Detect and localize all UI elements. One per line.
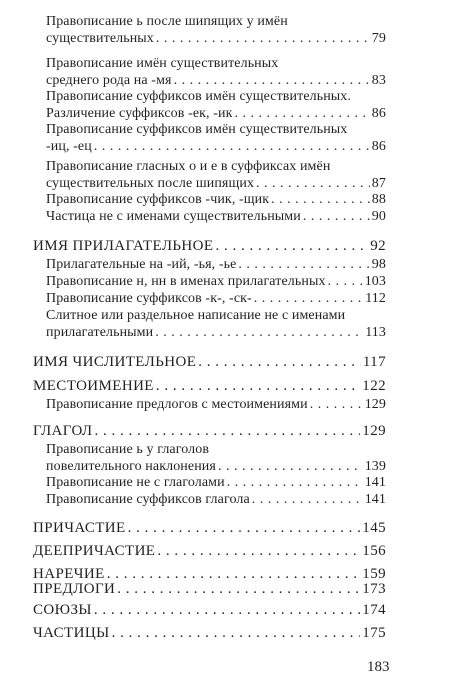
leader-dots [254,290,363,307]
leader-dots [252,491,363,508]
toc-entry [46,158,386,192]
leader-dots [303,208,370,225]
toc-entry-title-line: Правописание предлогов с местоимениями [46,397,308,412]
toc-page-number: 173 [362,581,386,597]
leader-dots [95,423,361,440]
toc-entry-title-line: Правописание суффиксов -чик, -щик [46,192,270,207]
toc-entry [46,88,386,122]
leader-dots [157,543,360,560]
toc-entry-title-line: Различение суффиксов -ек, -ик [46,106,233,121]
leader-dots [198,354,361,371]
toc-page-number: 117 [362,354,386,370]
leader-dots [310,396,363,413]
toc-entry-title-line: Слитное или раздельное написание не с именами [46,308,346,323]
leader-dots [156,30,370,47]
toc-page-number: 141 [364,475,386,490]
leader-dots [174,72,370,89]
toc-section-title: НАРЕЧИЕ [33,566,105,582]
toc-page-number: 159 [362,566,386,582]
toc-section [33,354,386,371]
toc-page-number: 129 [364,397,386,412]
toc-page-number: 122 [362,378,386,394]
toc-entry-title-line: прилагательными [46,325,154,340]
toc-section-title: ИМЯ ПРИЛАГАТЕЛЬНОЕ [33,238,214,254]
toc-page-number: 103 [364,274,386,289]
toc-section [33,238,386,255]
toc-section [33,543,386,560]
toc-entry [46,121,386,155]
toc-entry-title-line: Правописание суффиксов глагола [46,492,250,507]
toc-entry-title-line: Правописание ь у глаголов [46,442,210,457]
toc-entry-title-line: Правописание суффиксов имён существительных. [46,89,351,104]
toc-section [33,520,386,537]
toc-section [33,581,386,598]
toc-entry [46,13,386,47]
leader-dots [271,191,370,208]
toc-entry [46,55,386,89]
leader-dots [112,625,361,642]
toc-entry [46,441,386,475]
toc-entry-title-line: Частица не с именами существительными [46,209,301,224]
toc-section-title: ПРИЧАСТИЕ [33,520,126,536]
toc-section-title: ЧАСТИЦЫ [33,625,110,641]
toc-entry-title-line: существительных [46,31,154,46]
toc-entry-title-line: Правописание суффиксов -к-, -ск- [46,291,252,306]
leader-dots [94,138,370,155]
toc-page-number: 141 [364,492,386,507]
toc-entry-title-line: Прилагательные на -ий, -ья, -ье [46,257,237,272]
toc-entry [46,474,386,491]
toc-section [33,602,386,619]
toc-entry [46,491,386,508]
toc-page-number: 175 [362,625,386,641]
toc-entry-title-line: среднего рода на -мя [46,73,172,88]
page-number: 183 [367,659,390,675]
toc-entry [46,191,386,208]
leader-dots [155,324,363,341]
toc-entry [46,396,386,413]
leader-dots [156,378,360,395]
toc-page-number: 145 [362,520,386,536]
toc-page-number: 112 [365,291,386,306]
leader-dots [128,520,361,537]
toc-entry [46,307,386,341]
toc-page-number: 129 [362,423,386,439]
toc-section-title: ДЕЕПРИЧАСТИЕ [33,543,156,559]
toc-page-number: 86 [371,106,386,121]
toc-entry [46,208,386,225]
toc-section [33,378,386,395]
toc-entry-title-line: повелительного наклонения [46,459,216,474]
toc-page-number: 156 [362,543,386,559]
leader-dots [238,256,369,273]
toc-section-title: ИМЯ ЧИСЛИТЕЛЬНОЕ [33,354,197,370]
toc-section-title: ГЛАГОЛ [33,423,93,439]
toc-section-title: СОЮЗЫ [33,602,92,618]
toc-entry-title-line: существительных после шипящих [46,176,255,191]
toc-section [33,423,386,440]
toc-page-number: 88 [371,192,386,207]
toc-page-number: 90 [371,209,386,224]
toc-page-number: 174 [362,602,386,618]
toc-page-number: 79 [371,31,386,46]
leader-dots [328,273,363,290]
toc-entry-title-line: Правописание суффиксов имён существительных [46,122,348,137]
toc-page-number: 98 [371,257,386,272]
toc-entry [46,273,386,290]
toc-entry-title-line: -иц, -ец [46,139,92,154]
leader-dots [227,474,363,491]
toc-entry-title-line: Правописание имён существительных [46,56,279,71]
leader-dots [235,105,370,122]
toc-entry [46,256,386,273]
toc-page-number: 83 [371,73,386,88]
toc-entry-title-line: Правописание не с глаголами [46,475,225,490]
toc-section-title: ПРЕДЛОГИ [33,581,116,597]
toc-section-title: МЕСТОИМЕНИЕ [33,378,154,394]
toc-page-number: 92 [370,238,386,254]
toc-entry-title-line: Правописание ь после шипящих у имён [46,14,288,29]
leader-dots [256,175,370,192]
toc-section [33,625,386,642]
leader-dots [94,602,360,619]
toc-entry-title-line: Правописание н, нн в именах прилагательных [46,274,326,289]
leader-dots [215,238,368,255]
toc-page-number: 113 [365,325,386,340]
toc-page-number: 139 [364,459,386,474]
leader-dots [218,458,363,475]
toc-page-number: 86 [371,139,386,154]
leader-dots [117,581,360,598]
toc-page-number: 87 [371,176,386,191]
toc-entry [46,290,386,307]
toc-entry-title-line: Правописание гласных о и е в суффиксах имён [46,159,331,174]
